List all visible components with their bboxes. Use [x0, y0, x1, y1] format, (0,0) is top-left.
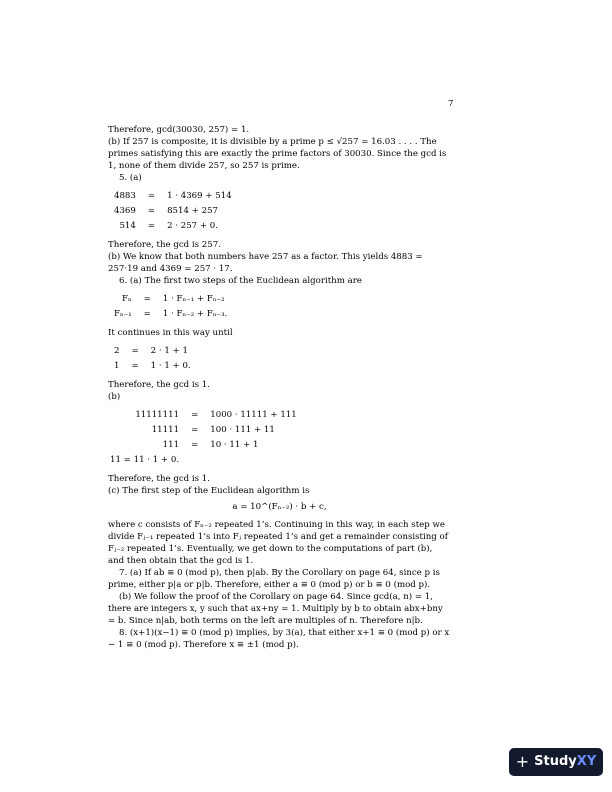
plus-icon: +	[515, 752, 530, 771]
text-line: (c) The first step of the Euclidean algorithm is	[108, 486, 310, 496]
equation-row: 11111 = 100 · 111 + 11	[151, 425, 275, 435]
equation-6c: a = 10^(Fₙ₋₂) · b + c,	[232, 502, 327, 512]
equation-row: 111 = 10 · 11 + 1	[162, 440, 259, 450]
text-line: It continues in this way until	[108, 328, 233, 338]
brand-suffix: XY	[576, 754, 597, 769]
document-body	[108, 124, 451, 651]
text-line: (b)	[108, 392, 121, 402]
text-paragraph: (b) We know that both numbers have 257 as a factor. This yields 4883 = 257·19 and 4369 = 257 · 17.	[108, 252, 423, 274]
page-number: 7	[448, 99, 454, 109]
text-paragraph: 7. (a) If ab ≡ 0 (mod p), then p|ab. By the Corollary on page 64, since p is prime, either p|a or p|b. Therefore, either a ≡ 0 (mod p) or b ≡ 0 (mod p).	[108, 568, 440, 590]
equation-block-6a-end	[108, 343, 451, 375]
equation-block-6b	[108, 407, 451, 469]
problem-heading: 6. (a) The first two steps of the Euclidean algorithm are	[119, 276, 362, 286]
text-line: Therefore, the gcd is 1.	[108, 474, 211, 484]
text-line: Therefore, the gcd is 257.	[108, 240, 221, 250]
equation-row: Fₙ₋₁ = 1 · Fₙ₋₂ + Fₙ₋₃.	[114, 309, 228, 319]
equation-row: 2 = 2 · 1 + 1	[114, 346, 188, 356]
equation-row: 4369 = 8514 + 257	[114, 206, 219, 216]
text-paragraph: (b) We follow the proof of the Corollary on page 64. Since gcd(a, n) = 1, there are integers x, y such that ax+ny = 1. Multiply by b to obtain abx+bny = b. Since n|ab, both terms on the left are multiples of n. Therefore n|b.	[108, 592, 443, 626]
text-line: Therefore, the gcd is 1.	[108, 380, 211, 390]
equation-row: 4883 = 1 · 4369 + 514	[114, 191, 232, 201]
equation-row: 11 = 11 · 1 + 0.	[110, 455, 180, 465]
text-line: Therefore, gcd(30030, 257) = 1.	[108, 125, 250, 135]
problem-heading: 5. (a)	[119, 173, 142, 183]
equation-block-6a	[108, 291, 451, 323]
equation-row: 514 = 2 · 257 + 0.	[119, 221, 219, 231]
text-paragraph: (b) If 257 is composite, it is divisible by a prime p ≤ √257 = 16.03 . . . . The primes satisfying this are exactly the prime factors of 30030. Since the gcd is 1, none of them divide 257, so 257 is prime.	[108, 137, 447, 171]
text-paragraph: where c consists of Fₙ₋₂ repeated 1’s. Continuing in this way, in each step we divide Fⱼ₋₁ repeated 1’s into Fⱼ repeated 1’s and get a remainder consisting of Fⱼ₋₂ repeated 1’s. Eventually, we get down to the computations of part (b), and then obtain that the gcd is 1.	[108, 520, 448, 566]
equation-row: Fₙ = 1 · Fₙ₋₁ + Fₙ₋₂	[121, 294, 225, 304]
equation-block-5a	[108, 188, 451, 235]
brand-name: Study	[534, 754, 577, 769]
equation-row: 1 = 1 · 1 + 0.	[114, 361, 191, 371]
text-paragraph: 8. (x+1)(x−1) ≡ 0 (mod p) implies, by 3(a), that either x+1 ≡ 0 (mod p) or x − 1 ≡ 0 (mod p). Therefore x ≡ ±1 (mod p).	[108, 628, 450, 650]
studyxy-logo	[509, 748, 603, 776]
equation-row: 11111111 = 1000 · 11111 + 111	[135, 410, 297, 420]
